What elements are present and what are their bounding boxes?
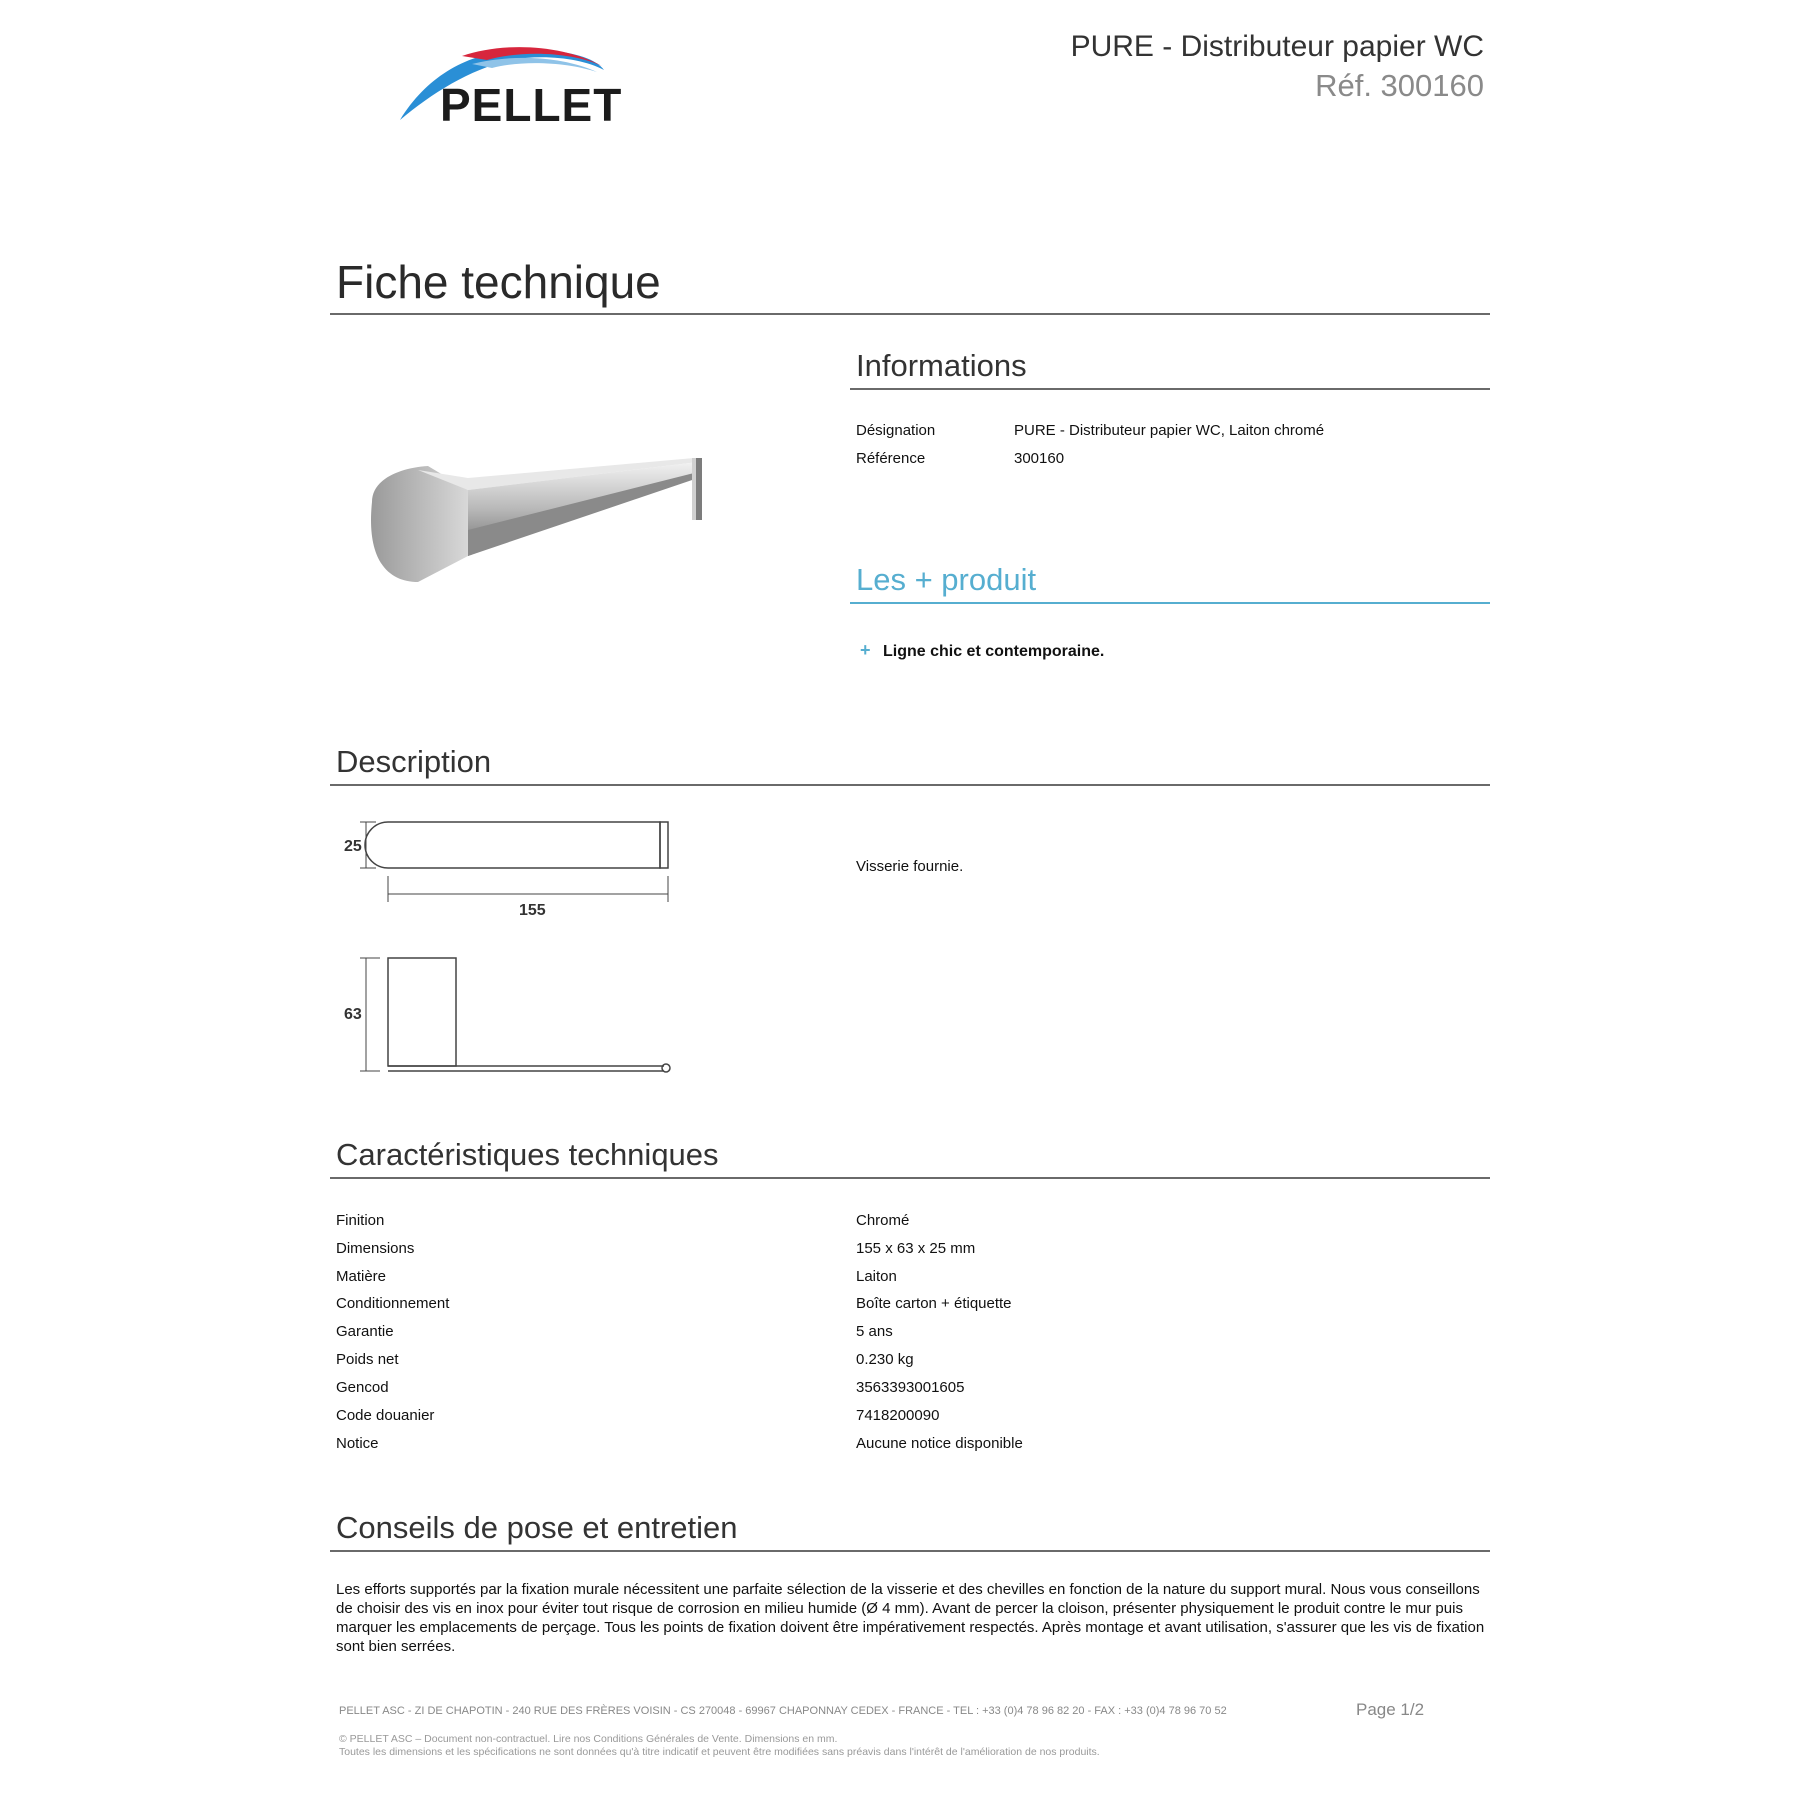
technical-drawing <box>336 810 686 1080</box>
spec-value-conditionnement: Boîte carton + étiquette <box>856 1295 1012 1312</box>
document-reference: Réf. 300160 <box>1315 68 1484 103</box>
footer-legal-line-2: Toutes les dimensions et les spécifications ne sont données qu'à titre indicatif et peuvent être modifiées sans préavis dans l'intérêt de l'amélioration de nos produits. <box>339 1746 1100 1758</box>
spec-value-gencod: 3563393001605 <box>856 1379 965 1396</box>
specs-rule <box>330 1177 1490 1179</box>
document-title: PURE - Distributeur papier WC <box>1070 30 1484 63</box>
description-text: Visserie fournie. <box>856 858 964 875</box>
page-title-rule <box>330 313 1490 315</box>
spec-value-code-douanier: 7418200090 <box>856 1407 940 1424</box>
spec-label-finition: Finition <box>336 1212 385 1229</box>
info-label-reference: Référence <box>856 450 926 467</box>
page-number: Page 1/2 <box>1356 1700 1425 1719</box>
specs-heading: Caractéristiques techniques <box>336 1137 719 1172</box>
spec-value-garantie: 5 ans <box>856 1323 893 1340</box>
spec-value-notice: Aucune notice disponible <box>856 1435 1023 1452</box>
spec-label-code-douanier: Code douanier <box>336 1407 435 1424</box>
info-value-reference: 300160 <box>1014 450 1065 467</box>
footer-address: PELLET ASC - ZI DE CHAPOTIN - 240 RUE DES FRÈRES VOISIN - CS 270048 - 69967 CHAPONNAY CEDEX - FRANCE - TEL : +33 (0)4 78 96 82 20 - FAX : +33 (0)4 78 96 70 52 <box>339 1705 1227 1717</box>
spec-label-notice: Notice <box>336 1435 379 1452</box>
spec-value-dimensions: 155 x 63 x 25 mm <box>856 1240 976 1257</box>
description-rule <box>330 784 1490 786</box>
informations-rule <box>850 388 1490 390</box>
conseils-text: Les efforts supportés par la fixation murale nécessitent une parfaite sélection de la visserie et des chevilles en fonction de la nature du support mural. Nous vous conseillons de choisir des vis en inox pour éviter tout risque de corrosion en milieu humide (Ø 4 mm). Avant de percer la cloison, présenter physiquement le produit contre le mur puis marquer les emplacements de perçage. Tous les points de fixation doivent être impérativement respectés. Après montage et avant utilisation, s'assurer que les vis de fixation sont bien serrées. <box>336 1581 1485 1655</box>
informations-heading: Informations <box>856 348 1027 383</box>
footer-legal-line-1: © PELLET ASC – Document non-contractuel. Lire nos Conditions Générales de Vente. Dimensions en mm. <box>339 1733 838 1745</box>
conseils-rule <box>330 1550 1490 1552</box>
advantage-item <box>860 640 1104 661</box>
spec-label-dimensions: Dimensions <box>336 1240 415 1257</box>
spec-value-finition: Chromé <box>856 1212 910 1229</box>
logo-text: PELLET <box>440 79 623 131</box>
dimension-height-label: 25 <box>344 838 362 855</box>
info-label-designation: Désignation <box>856 422 936 439</box>
advantages-rule <box>850 602 1490 604</box>
info-value-designation: PURE - Distributeur papier WC, Laiton chromé <box>1014 422 1325 439</box>
spec-label-poids: Poids net <box>336 1351 399 1368</box>
dimension-width-label: 155 <box>519 902 546 919</box>
product-photo <box>358 350 708 690</box>
page-title: Fiche technique <box>336 256 661 308</box>
spec-label-matiere: Matière <box>336 1268 387 1285</box>
advantages-heading: Les + produit <box>856 562 1037 597</box>
conseils-heading: Conseils de pose et entretien <box>336 1510 738 1545</box>
spec-label-garantie: Garantie <box>336 1323 394 1340</box>
dimension-depth-label: 63 <box>344 1006 362 1023</box>
description-heading: Description <box>336 744 492 779</box>
plus-icon: + <box>860 640 871 660</box>
spec-value-poids: 0.230 kg <box>856 1351 914 1368</box>
pellet-logo <box>392 38 642 131</box>
advantage-text: Ligne chic et contemporaine. <box>882 643 1105 660</box>
spec-label-conditionnement: Conditionnement <box>336 1295 450 1312</box>
spec-value-matiere: Laiton <box>856 1268 897 1285</box>
spec-label-gencod: Gencod <box>336 1379 389 1396</box>
